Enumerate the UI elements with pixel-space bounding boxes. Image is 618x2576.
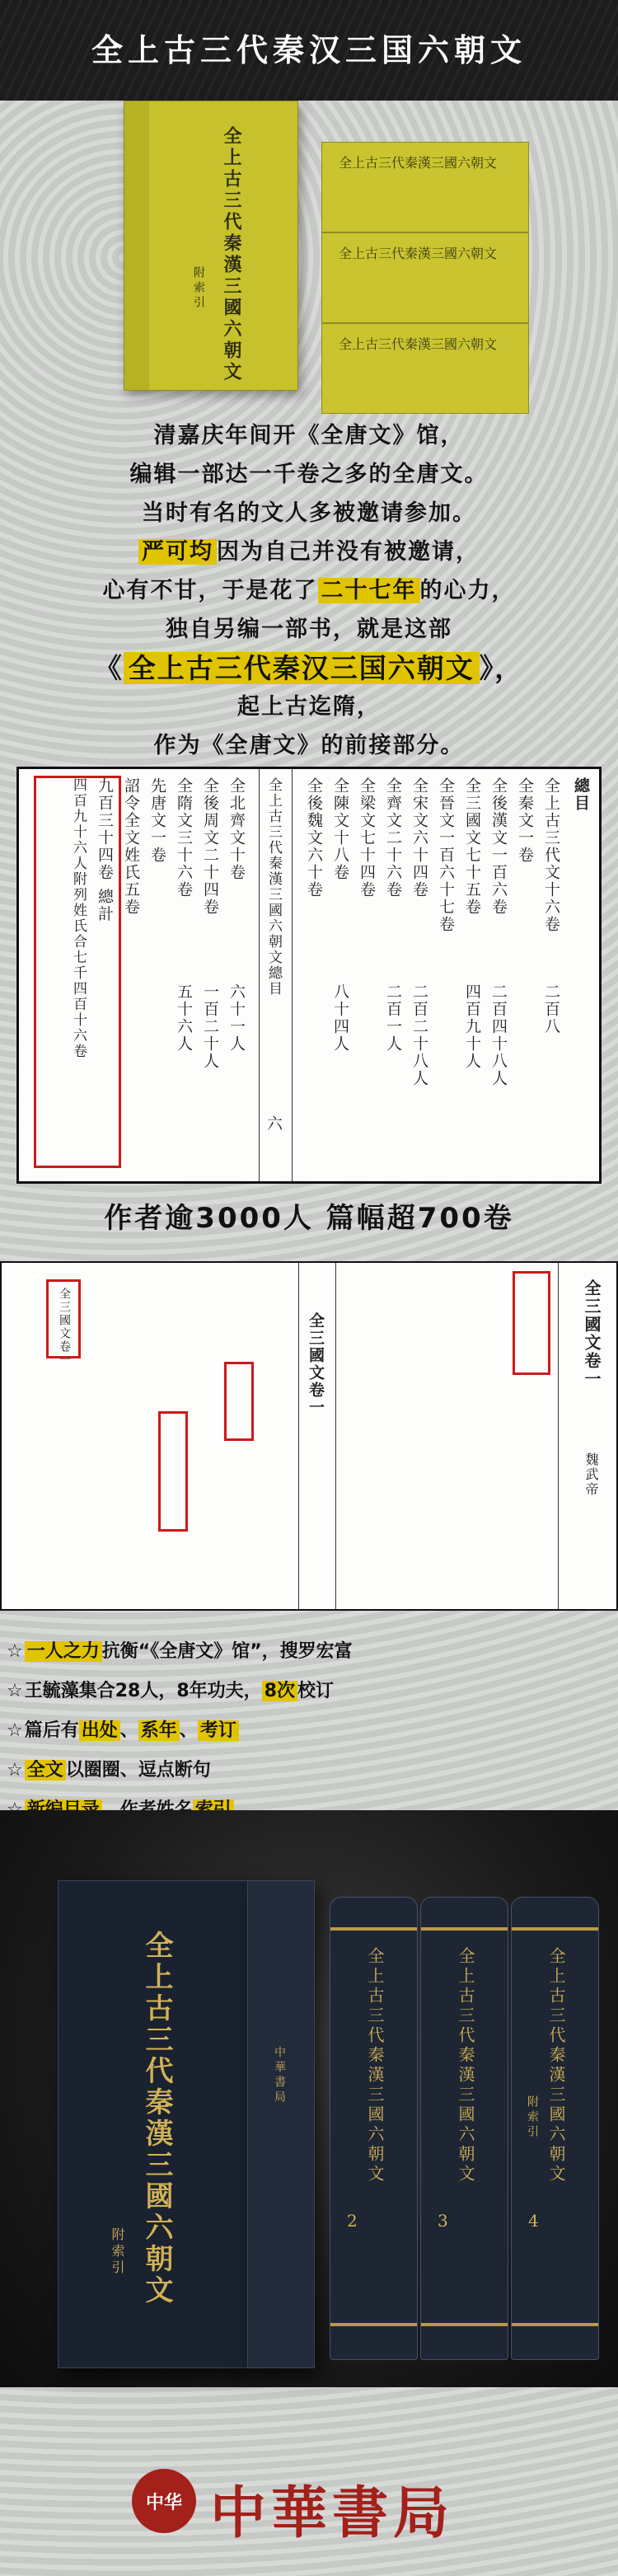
volume-title: 全上古三代秦漢三國六朝文 <box>365 1947 385 2184</box>
toc-number: 八十四人 <box>331 983 349 1053</box>
toc-total: 九百三十四卷 總計 <box>96 777 114 923</box>
feature-highlight: 一人之力 <box>25 1641 102 1662</box>
volume-book <box>420 1897 508 2360</box>
highlight-years: 二十七年 <box>318 578 420 603</box>
highlight-author: 严可均 <box>138 539 217 565</box>
intro-paragraph <box>16 416 602 765</box>
toc-entry: 詔令全文姓氏五卷 <box>122 777 140 916</box>
toc-number: 二百八 <box>542 983 560 1035</box>
feature-highlight: 考订 <box>198 1720 239 1741</box>
toc-entry: 全後漢文一百六卷 <box>489 777 508 916</box>
page-subheading: 魏武帝 <box>583 1452 599 1497</box>
toc-entry: 全梁文七十四卷 <box>358 777 376 899</box>
book-cover-sub: 附索引 <box>192 266 205 311</box>
stacked-book <box>321 323 529 414</box>
toc-number: 二百四十八人 <box>489 983 508 1087</box>
spine-publisher: 中華書局 <box>273 2046 286 2105</box>
page-title: 全上古三代秦汉三国六朝文 <box>91 32 527 68</box>
toc-entry: 全陳文十八卷 <box>331 777 349 881</box>
toc-entry: 全後魏文六十卷 <box>305 777 323 899</box>
feature-text: 、 <box>179 1720 198 1741</box>
toc-entry: 全宋文六十四卷 <box>410 777 428 899</box>
features-list <box>7 1632 612 1830</box>
toc-entry: 先唐文一卷 <box>148 777 166 864</box>
volume-title: 全上古三代秦漢三國六朝文 <box>546 1947 566 2184</box>
toc-number: 二百一人 <box>384 983 402 1053</box>
feature-highlight: 全文 <box>25 1760 66 1781</box>
intro-line: 编辑一部达一千卷之多的全唐文。 <box>129 462 489 487</box>
stacked-book <box>321 142 529 232</box>
volume-book <box>511 1897 599 2360</box>
page-heading: 全三國文卷一 <box>582 1279 602 1388</box>
volume-number: 4 <box>528 2211 539 2231</box>
text-page-scan <box>0 1261 618 1611</box>
book-set-photo <box>74 68 552 406</box>
volume-number: 2 <box>347 2211 358 2231</box>
feature-text: 、 <box>119 1720 138 1741</box>
toc-entry: 全秦文一卷 <box>516 777 534 864</box>
standing-book <box>124 101 298 391</box>
margin-note: 全三國文卷一 <box>58 1288 71 1367</box>
toc-number: 五十六人 <box>175 983 193 1053</box>
stats-caption: 作者逾3000人 篇幅超700卷 <box>104 1202 514 1235</box>
toc-number: 六十一人 <box>227 983 246 1053</box>
toc-entry: 全隋文三十六卷 <box>175 777 193 899</box>
feature-highlight: 出处 <box>79 1720 120 1741</box>
intro-line: 当时有名的文人多被邀请参加。 <box>142 500 476 526</box>
star-icon: ☆ <box>7 1681 23 1701</box>
volume-book <box>330 1897 418 2360</box>
highlight-box <box>34 776 121 1168</box>
contents-page-scan <box>16 767 602 1184</box>
toc-entry: 全晉文一百六十七卷 <box>437 777 455 933</box>
highlight-book-title: 全上古三代秦汉三国六朝文 <box>124 652 480 684</box>
intro-line: 作为《全唐文》的前接部分。 <box>153 733 465 758</box>
toc-number: 四百九十人 <box>463 983 481 1070</box>
book-cover-title: 全上古三代秦漢三國六朝文 <box>221 126 242 383</box>
feature-highlight: 8次 <box>262 1681 297 1701</box>
highlight-box <box>224 1362 254 1441</box>
intro-text: 》， <box>479 652 524 684</box>
feature-text: 校订 <box>297 1681 334 1701</box>
volume-title: 全上古三代秦漢三國六朝文 <box>456 1947 475 2184</box>
toc-entry: 全後周文二十四卷 <box>201 777 219 916</box>
toc-sum-note: 四百九十六人附列姓氏合七千四百十六卷 <box>70 777 87 1059</box>
intro-line: 清嘉庆年间开《全唐文》馆， <box>153 423 465 448</box>
highlight-box <box>513 1271 550 1375</box>
publisher-seal-logo: 中华 <box>132 2469 196 2533</box>
toc-center-label: 全上古三代秦漢三國六朝文總目 <box>265 777 282 997</box>
toc-entry: 全北齊文十卷 <box>227 777 246 881</box>
feature-text: 王毓藻集合28人，8年功夫， <box>24 1681 262 1701</box>
intro-line <box>16 533 602 571</box>
toc-number: 一百二十人 <box>201 983 219 1070</box>
section-heading: 全三國文卷一 <box>307 1312 325 1416</box>
feature-item <box>7 1672 612 1711</box>
feature-text: 以圈圈、逗点断句 <box>65 1760 211 1781</box>
stacked-book-label: 全上古三代秦漢三國六朝文 <box>339 246 498 261</box>
intro-line <box>16 649 602 687</box>
stacked-book <box>321 232 529 323</box>
feature-item <box>7 1632 612 1672</box>
intro-text: 心有不甘，于是花了 <box>102 578 318 603</box>
feature-text: 抗衡“《全唐文》馆”，搜罗宏富 <box>101 1641 353 1662</box>
volume-sub: 附索引 <box>526 2095 539 2140</box>
toc-entry: 全上古三代文十六卷 <box>542 777 560 933</box>
toc-heading: 總目 <box>572 777 590 812</box>
feature-item <box>7 1711 612 1751</box>
star-icon: ☆ <box>7 1760 23 1781</box>
highlight-box <box>158 1411 188 1532</box>
intro-line: 独自另编一部书，就是这部 <box>166 617 452 642</box>
navy-book-photo <box>0 1810 618 2387</box>
main-book-sub: 附索引 <box>110 2227 125 2277</box>
feature-highlight: 系年 <box>138 1720 180 1741</box>
intro-text: 《 <box>94 652 124 684</box>
toc-entry: 全齊文二十六卷 <box>384 777 402 899</box>
star-icon: ☆ <box>7 1720 23 1741</box>
feature-text: 篇后有 <box>24 1720 79 1741</box>
footer <box>0 2440 618 2576</box>
feature-item <box>7 1751 612 1790</box>
stacked-book-label: 全上古三代秦漢三國六朝文 <box>339 336 498 352</box>
publisher-name: 中華書局 <box>210 2480 455 2546</box>
volume-number: 3 <box>438 2211 448 2231</box>
stacked-book-label: 全上古三代秦漢三國六朝文 <box>339 155 498 171</box>
star-icon: ☆ <box>7 1641 23 1662</box>
main-book-title: 全上古三代秦漢三國六朝文 <box>140 1931 173 2306</box>
intro-text: 因为自己并没有被邀请， <box>217 539 480 565</box>
toc-entry: 全三國文七十五卷 <box>463 777 481 916</box>
toc-number: 二百二十八人 <box>410 983 428 1087</box>
main-book-spine <box>247 1880 315 2368</box>
main-book-cover <box>58 1880 249 2368</box>
intro-line <box>16 571 602 610</box>
intro-text: 的心力， <box>419 578 516 603</box>
toc-page-number: 六 <box>265 1115 283 1133</box>
intro-line: 起上古迄隋， <box>237 694 381 720</box>
